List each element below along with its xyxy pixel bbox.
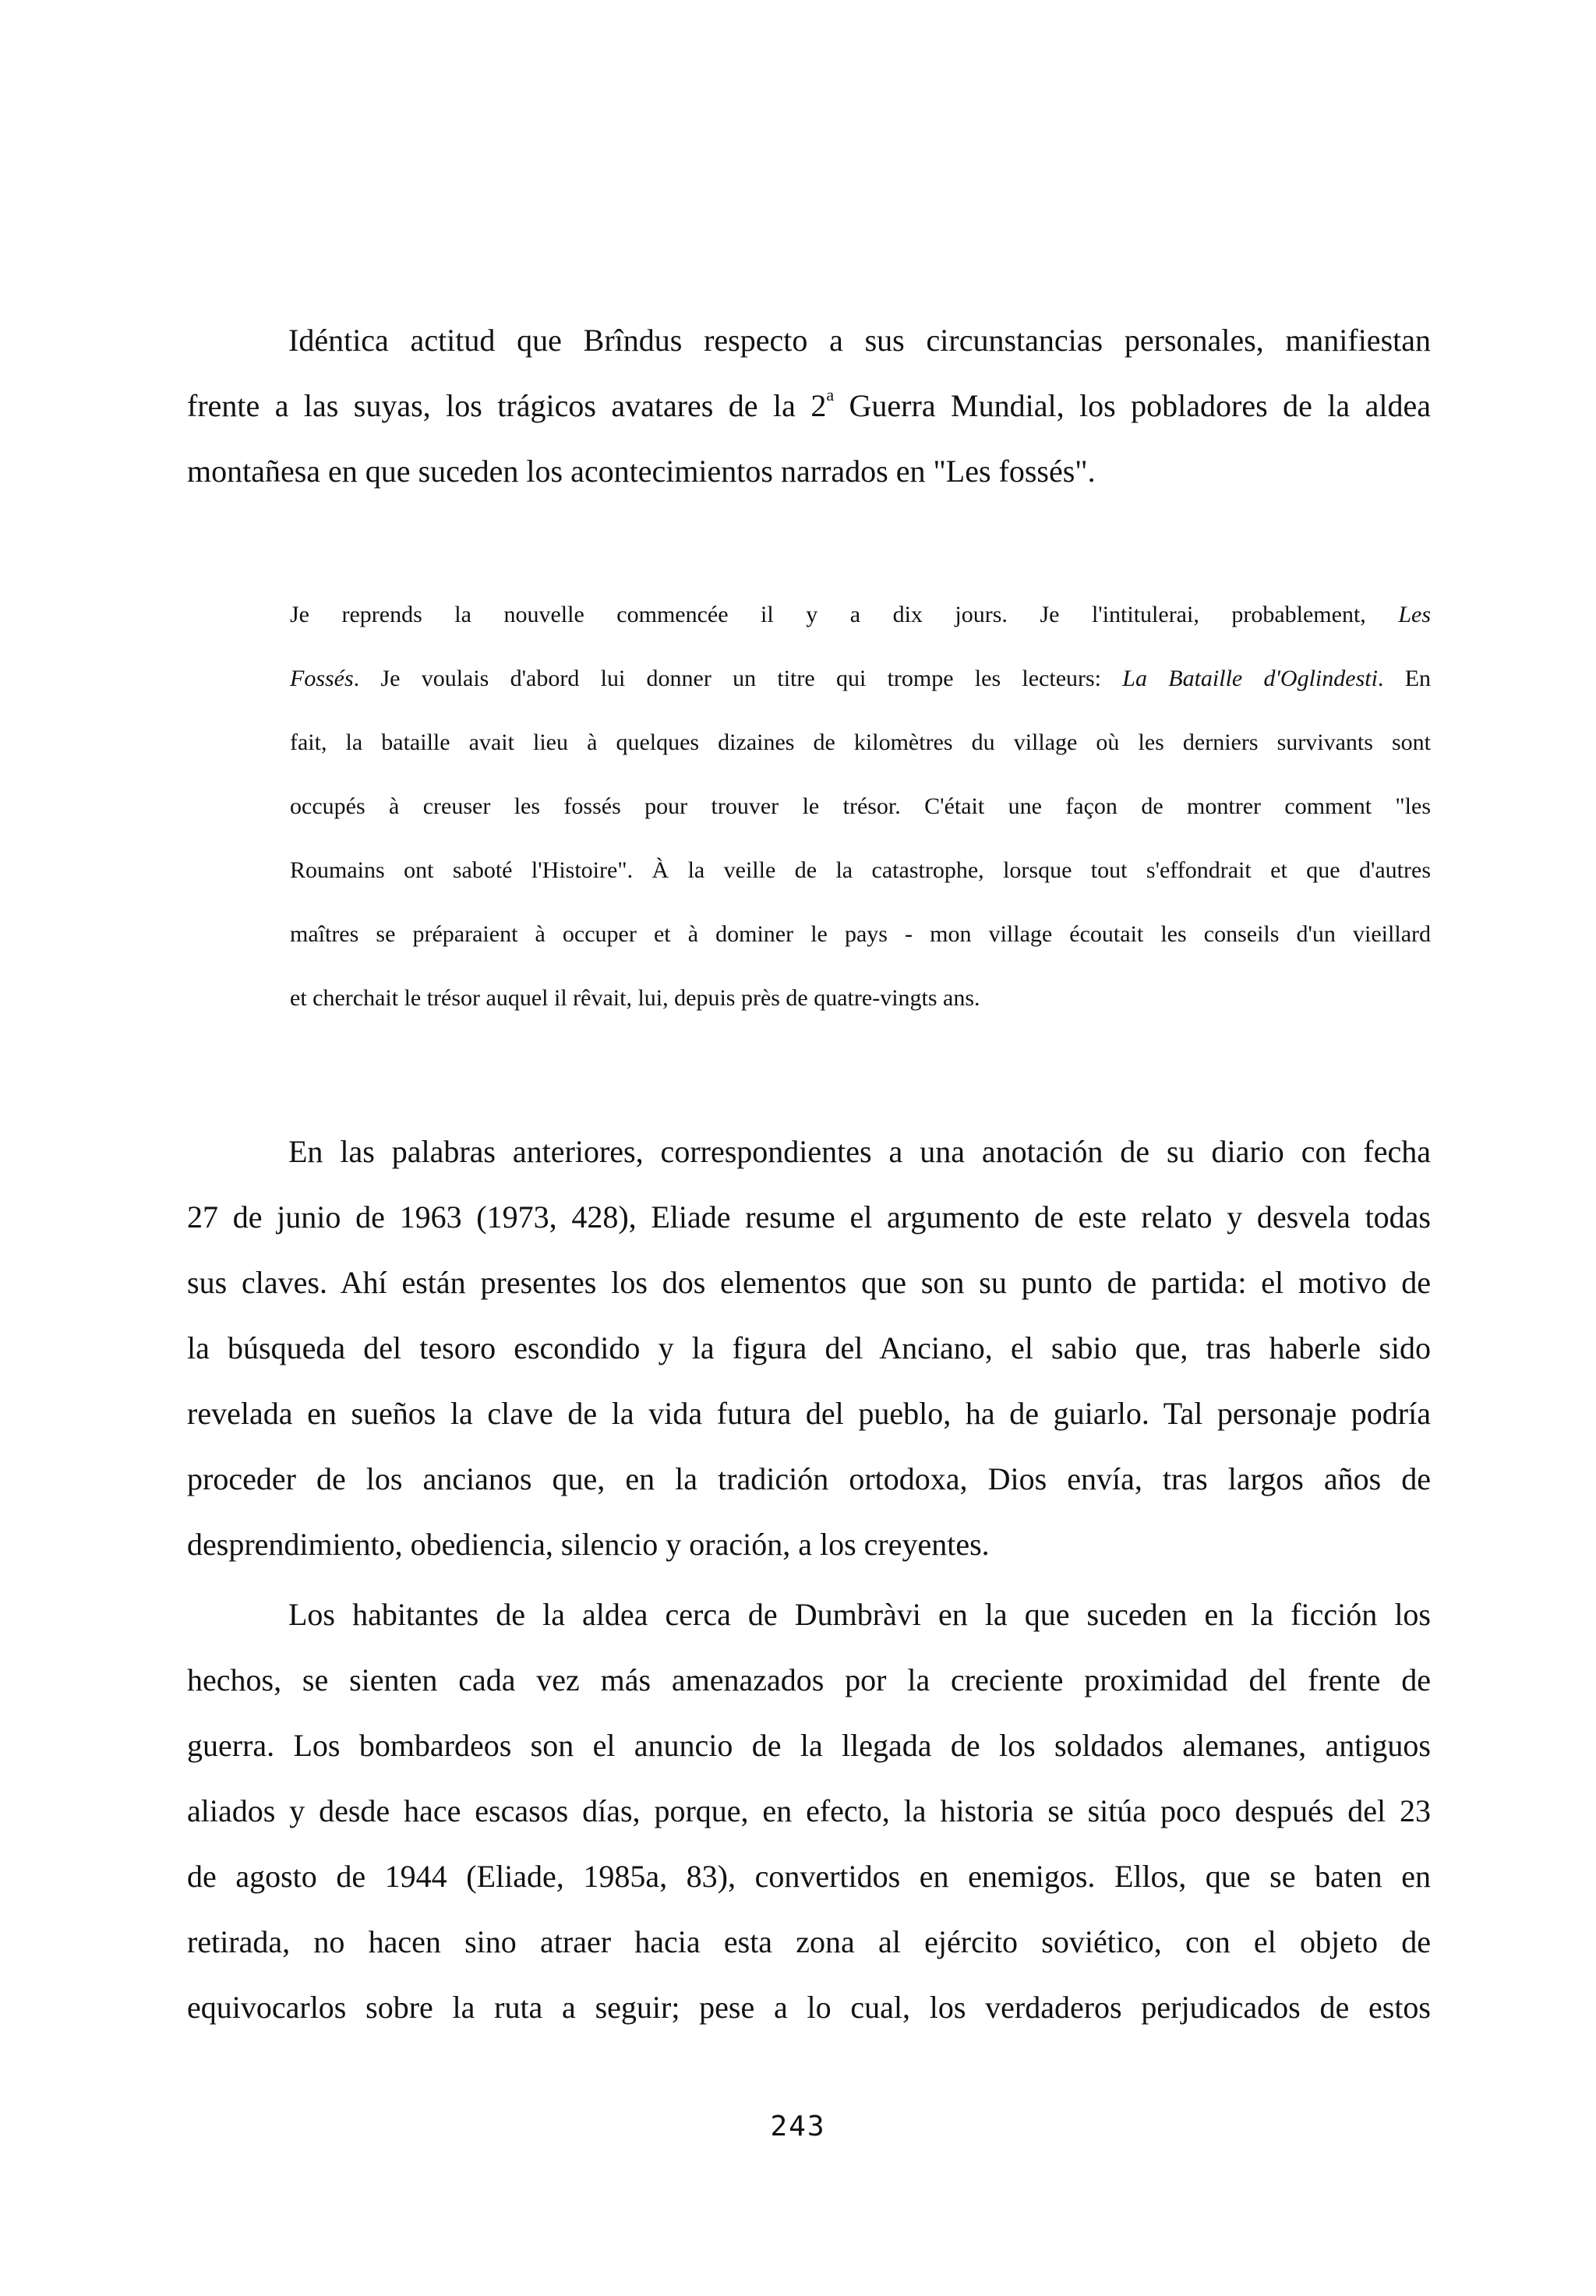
text-line: hechos, se sienten cada vez más amenazados por la creciente proximidad del frente de xyxy=(187,1662,1431,1697)
text-line: Idéntica actitud que Brîndus respecto a sus circunstancias personales, manifiestan xyxy=(288,323,1431,358)
quote-line: Je reprends la nouvelle commencée il y a dix jours. Je l'intitulerai, probablement, Les xyxy=(290,602,1431,627)
text-line: revelada en sueños la clave de la vida futura del pueblo, ha de guiarlo. Tal personaje podría xyxy=(187,1396,1431,1431)
text-line: En las palabras anteriores, correspondientes a una anotación de su diario con fecha xyxy=(288,1134,1431,1169)
quote-line: Roumains ont saboté l'Histoire". À la veille de la catastrophe, lorsque tout s'effondrait et que d'autres xyxy=(290,857,1431,883)
page-number: 243 xyxy=(770,2111,826,2142)
quote-line: occupés à creuser les fossés pour trouver le trésor. C'était une façon de montrer comment "les xyxy=(290,793,1431,819)
paragraph-intro xyxy=(187,308,1431,504)
text-line: aliados y desde hace escasos días, porque, en efecto, la historia se sitúa poco después del 23 xyxy=(187,1793,1431,1828)
block-quotation xyxy=(290,583,1431,1030)
paragraph-context xyxy=(187,1582,1431,2040)
text-line: sus claves. Ahí están presentes los dos elementos que son su punto de partida: el motivo de xyxy=(187,1265,1431,1300)
text-line: frente a las suyas, los trágicos avatares de la 2$^a$ Guerra Mundial, los pobladores de la aldea xyxy=(187,385,1432,423)
text-line: retirada, no hacen sino atraer hacia esta zona al ejército soviético, con el objeto de xyxy=(187,1924,1431,1959)
quote-line: maîtres se préparaient à occuper et à dominer le pays - mon village écoutait les conseils d'un vieillard xyxy=(290,921,1431,947)
text-line: equivocarlos sobre la ruta a seguir; pese a lo cual, los verdaderos perjudicados de estos xyxy=(187,1990,1431,2025)
text-line: desprendimiento, obediencia, silencio y oración, a los creyentes. xyxy=(187,1527,990,1562)
text-line: la búsqueda del tesoro escondido y la figura del Anciano, el sabio que, tras haberle sido xyxy=(187,1330,1431,1365)
paragraph-analysis xyxy=(187,1119,1431,1577)
quote-line: et cherchait le trésor auquel il rêvait, lui, depuis près de quatre-vingts ans. xyxy=(290,985,980,1011)
text-line: proceder de los ancianos que, en la tradición ortodoxa, Dios envía, tras largos años de xyxy=(187,1461,1431,1496)
text-line: de agosto de 1944 (Eliade, 1985a, 83), convertidos en enemigos. Ellos, que se baten en xyxy=(187,1859,1431,1894)
text-line: 27 de junio de 1963 (1973, 428), Eliade resume el argumento de este relato y desvela todas xyxy=(187,1199,1431,1235)
text-line: montañesa en que suceden los acontecimientos narrados en "Les fossés". xyxy=(187,454,1096,489)
quote-line: Fossés. Je voulais d'abord lui donner un titre qui trompe les lecteurs: La Bataille d'Oglindesti. En xyxy=(290,666,1432,691)
text-line: guerra. Los bombardeos son el anuncio de la llegada de los soldados alemanes, antiguos xyxy=(187,1728,1431,1763)
text-line: Los habitantes de la aldea cerca de Dumbràvi en la que suceden en la ficción los xyxy=(288,1597,1431,1632)
quote-line: fait, la bataille avait lieu à quelques dizaines de kilomètres du village où les derniers survivants sont xyxy=(290,729,1431,755)
